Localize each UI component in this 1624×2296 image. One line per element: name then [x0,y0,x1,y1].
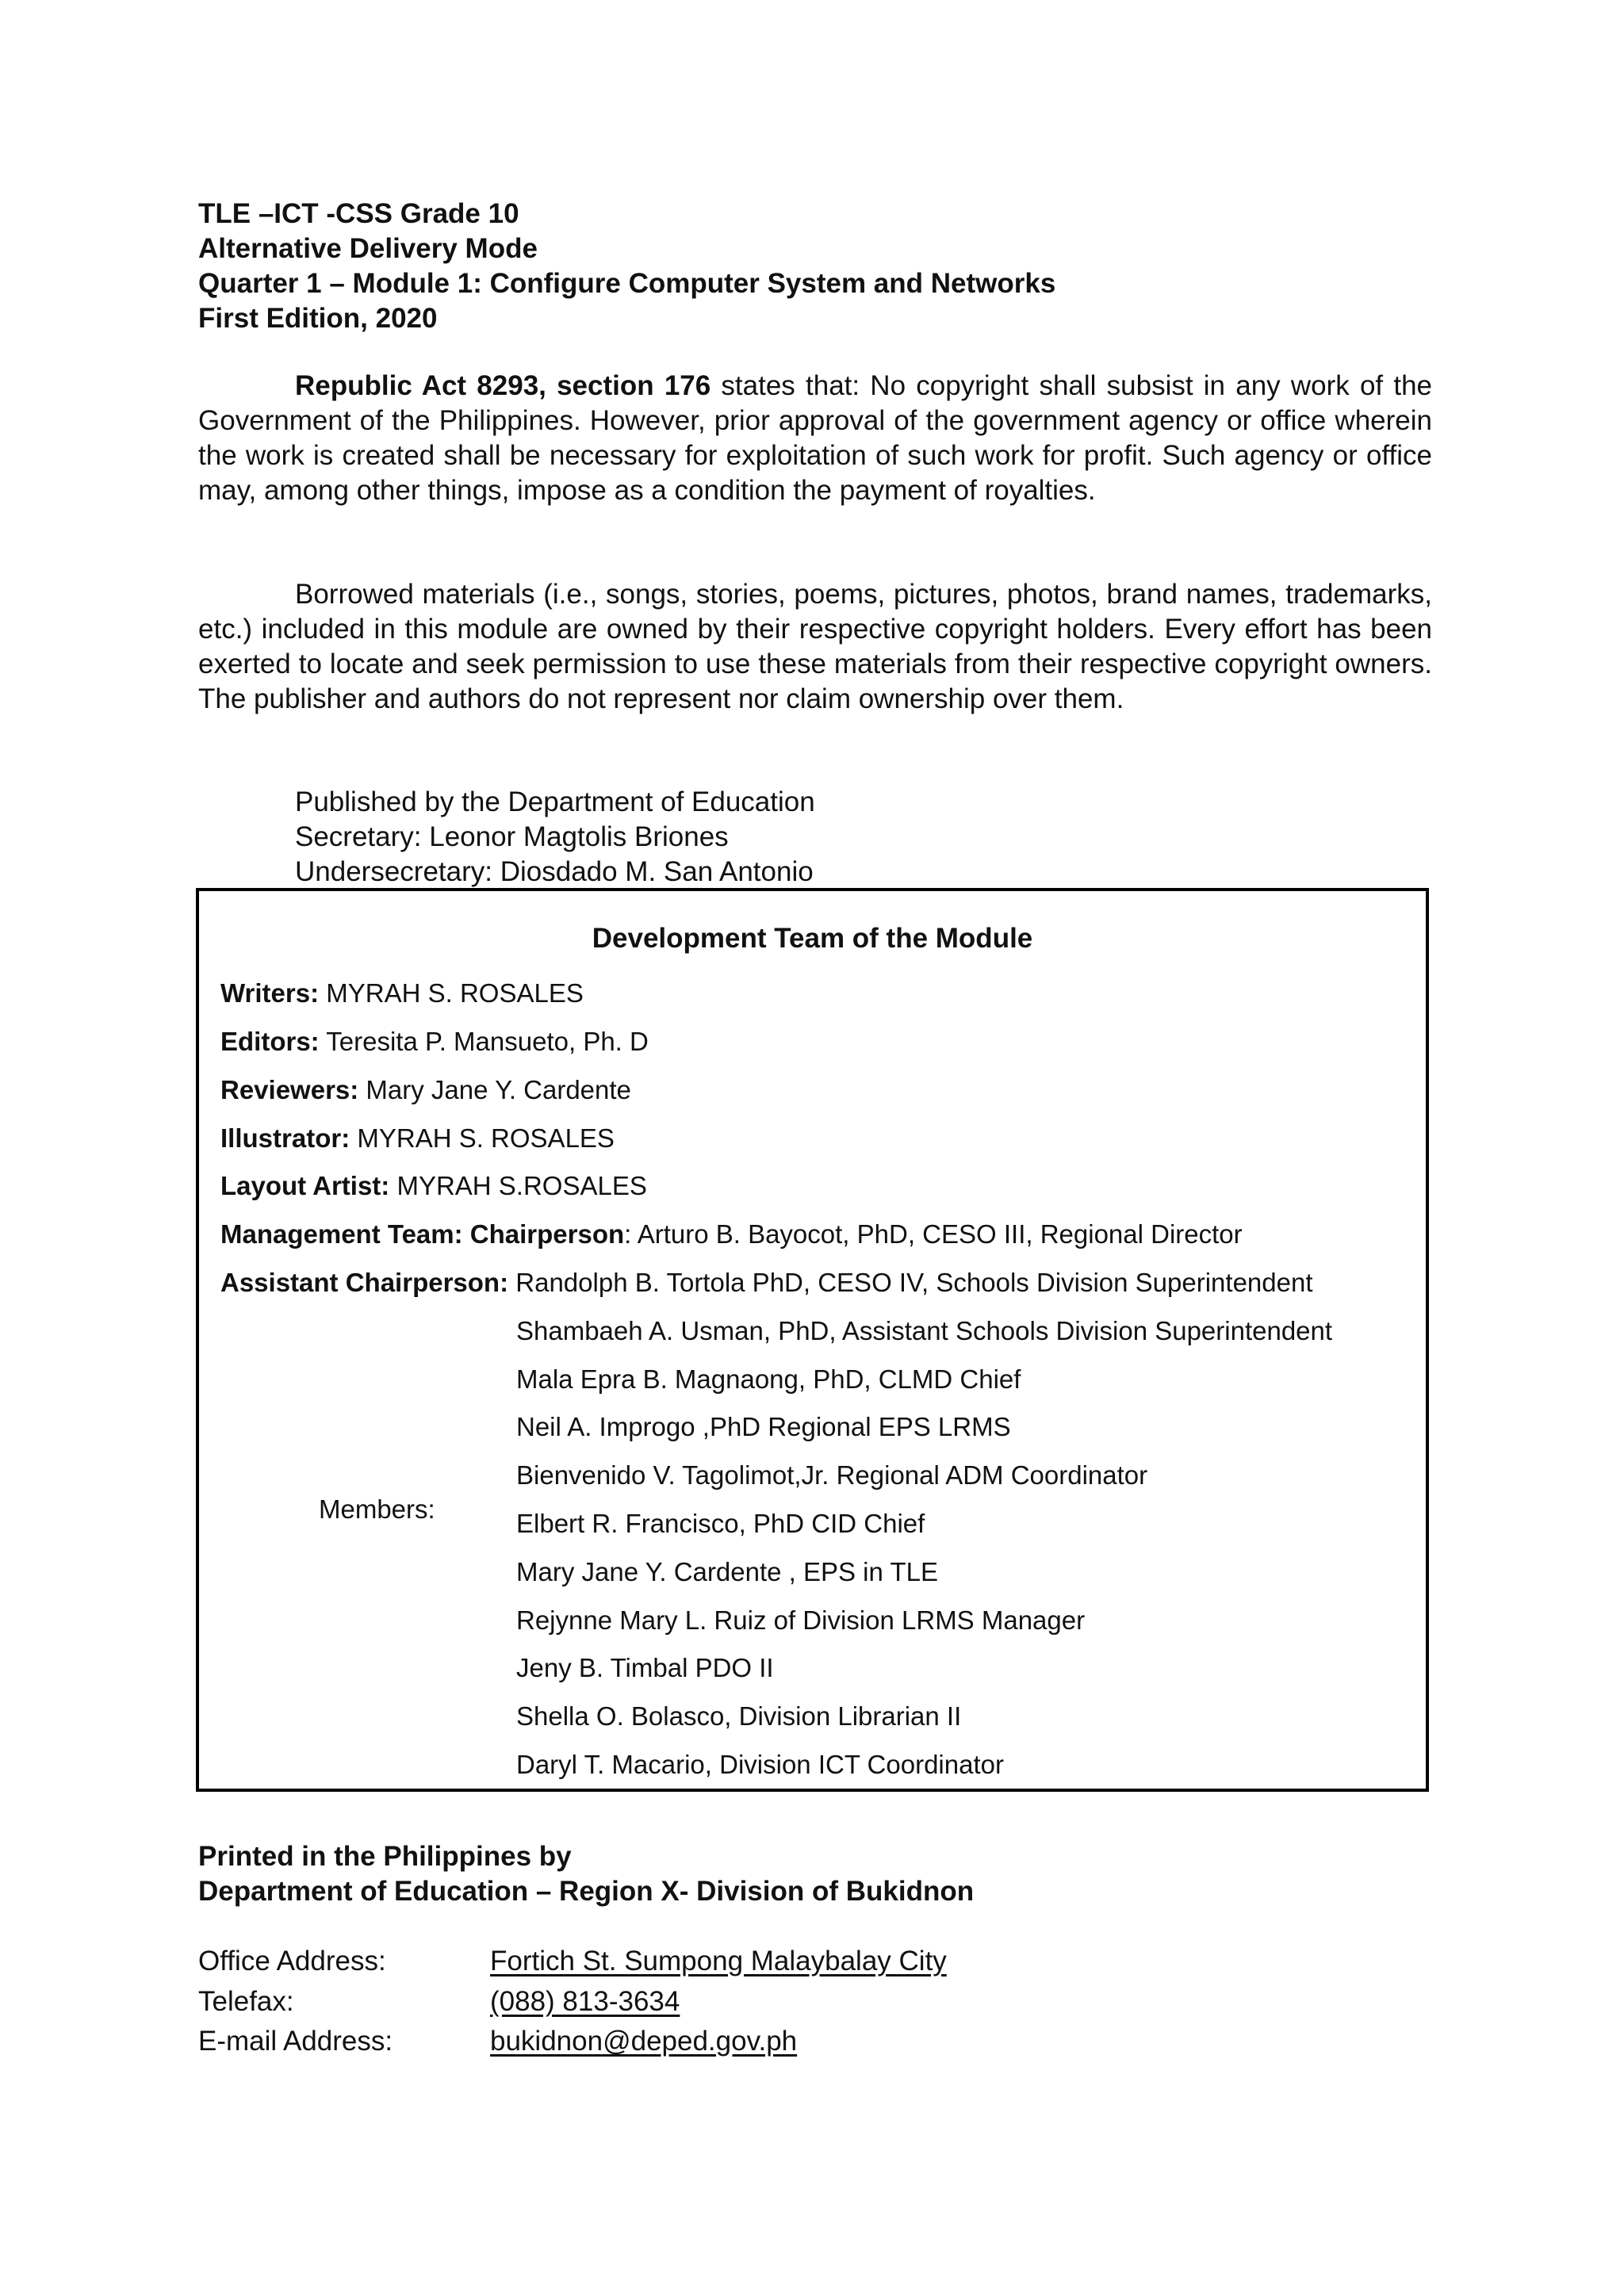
member-item: Shella O. Bolasco, Division Librarian II [516,1701,962,1731]
borrowed-materials-paragraph [198,577,1432,717]
member-item: Mary Jane Y. Cardente , EPS in TLE [516,1557,938,1586]
printed-by-line: Printed in the Philippines by [198,1841,572,1872]
telefax-label: Telefax: [198,1986,294,2017]
publisher-block [295,785,815,890]
reviewers-line [220,1073,631,1108]
management-team-line [220,1217,1243,1252]
printed-by-block [198,1839,974,1909]
member-item: Mala Epra B. Magnaong, PhD, CLMD Chief [516,1364,1021,1394]
secretary: Secretary: Leonor Magtolis Briones [295,821,729,852]
reviewers-value: Mary Jane Y. Cardente [358,1075,631,1104]
layout-artist-label: Layout Artist: [220,1171,390,1200]
illustrator-line [220,1121,615,1156]
member-item: Bienvenido V. Tagolimot,Jr. Regional ADM Coordinator [516,1460,1148,1490]
deped-division-line: Department of Education – Region X- Division of Bukidnon [198,1876,975,1907]
team-title: Development Team of the Module [592,923,1033,954]
assistant-chairperson-line [220,1265,1313,1300]
management-team-label: Management Team: Chairperson [220,1219,625,1249]
module-header [198,197,1055,336]
editors-line [220,1024,649,1059]
assistant-chairperson-label: Assistant Chairperson: [220,1268,509,1297]
module-title-line: Quarter 1 – Module 1: Configure Computer System and Networks [198,268,1056,299]
illustrator-label: Illustrator: [220,1123,350,1153]
copyright-paragraph [198,369,1432,508]
office-address-label: Office Address: [198,1946,386,1976]
member-item: Elbert R. Francisco, PhD CID Chief [516,1509,925,1538]
layout-artist-line [220,1169,647,1203]
illustrator-value: MYRAH S. ROSALES [350,1123,615,1153]
email-row [198,2024,797,2059]
member-item: Rejynne Mary L. Ruiz of Division LRMS Manager [516,1605,1086,1635]
member-item: Jeny B. Timbal PDO II [516,1653,774,1682]
copyright-text: states that: No copyright shall subsist in any work of the Government of the Philippines. However, prior approval of the government agency or office wherein the work is created shall be necessary for exploitation of such work for profit. Such agency or office may, among other things, impose as a condition the payment of royalties. [198,370,1432,506]
member-item: Daryl T. Macario, Division ICT Coordinator [516,1750,1004,1779]
editors-label: Editors: [220,1027,320,1056]
undersecretary: Undersecretary: Diosdado M. San Antonio [295,856,814,887]
assistant-chairperson-value: Randolph B. Tortola PhD, CESO IV, Schools Division Superintendent [508,1268,1313,1297]
subject-grade-line: TLE –ICT -CSS Grade 10 [198,198,519,229]
telefax-row [198,1984,680,2019]
office-address-value: Fortich St. Sumpong Malaybalay City [490,1946,947,1976]
republic-act-reference: Republic Act 8293, section 176 [295,370,711,401]
development-team-box [196,888,1429,1792]
editors-value: Teresita P. Mansueto, Ph. D [319,1027,649,1056]
reviewers-label: Reviewers: [220,1075,359,1104]
published-by: Published by the Department of Education [295,786,815,817]
delivery-mode-line: Alternative Delivery Mode [198,233,538,264]
edition-line: First Edition, 2020 [198,303,438,334]
telefax-value: (088) 813-3634 [490,1986,680,2017]
email-link[interactable]: bukidnon@deped.gov.ph [490,2026,798,2057]
writers-line [220,976,584,1011]
office-address-row [198,1944,947,1979]
writers-value: MYRAH S. ROSALES [319,978,584,1008]
writers-label: Writers: [220,978,320,1008]
email-label: E-mail Address: [198,2026,393,2057]
layout-artist-value: MYRAH S.ROSALES [389,1171,647,1200]
management-team-value: : Arturo B. Bayocot, PhD, CESO III, Regional Director [624,1219,1243,1249]
member-item: Shambaeh A. Usman, PhD, Assistant Schools Division Superintendent [516,1316,1333,1345]
members-label: Members: [319,1494,435,1524]
member-item: Neil A. Improgo ,PhD Regional EPS LRMS [516,1412,1011,1441]
borrowed-materials-text: Borrowed materials (i.e., songs, stories, poems, pictures, photos, brand names, trademarks, etc.) included in this module are owned by their respective copyright holders. Every effort has been exerted to locate and seek permission to use these materials from their respective copyright owners. The publisher and authors do not represent nor claim ownership over them. [198,579,1432,714]
